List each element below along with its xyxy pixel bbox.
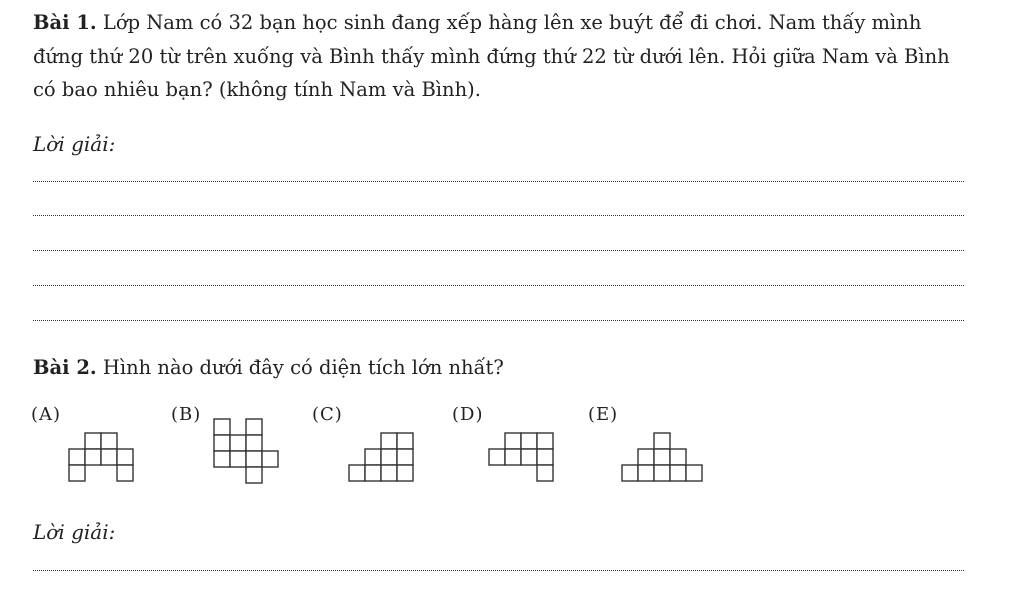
figure-d (488, 432, 558, 484)
option-a-label: (A) (31, 404, 62, 425)
solution-2-heading: Lời giải: (33, 520, 116, 544)
problem-1 (33, 6, 973, 107)
answer-line (33, 181, 964, 182)
figure-e (621, 432, 711, 484)
answer-line (33, 285, 964, 286)
problem-2-label: Bài 2. (33, 356, 97, 379)
answer-line (33, 215, 964, 216)
figure-b (213, 418, 283, 490)
figure-c (348, 432, 418, 484)
option-d-label: (D) (452, 404, 484, 425)
figure-a (68, 432, 138, 484)
answer-line (33, 320, 964, 321)
option-c-label: (C) (312, 404, 343, 425)
problem-2-text: Hình nào dưới đây có diện tích lớn nhất? (102, 356, 504, 379)
option-e-label: (E) (588, 404, 619, 425)
answer-line (33, 570, 964, 571)
solution-1-heading: Lời giải: (33, 132, 116, 156)
problem-1-label: Bài 1. (33, 11, 97, 34)
problem-2 (33, 351, 973, 385)
answer-line (33, 250, 964, 251)
option-b-label: (B) (171, 404, 202, 425)
problem-1-text: Lớp Nam có 32 bạn học sinh đang xếp hàng lên xe buýt để đi chơi. Nam thấy mình đứng thứ 20 từ trên xuống và Bình thấy mình đứng thứ 22 từ dưới lên. Hỏi giữa Nam và Bình có bao nhiêu bạn? (không tính Nam và Bình). (33, 11, 950, 101)
